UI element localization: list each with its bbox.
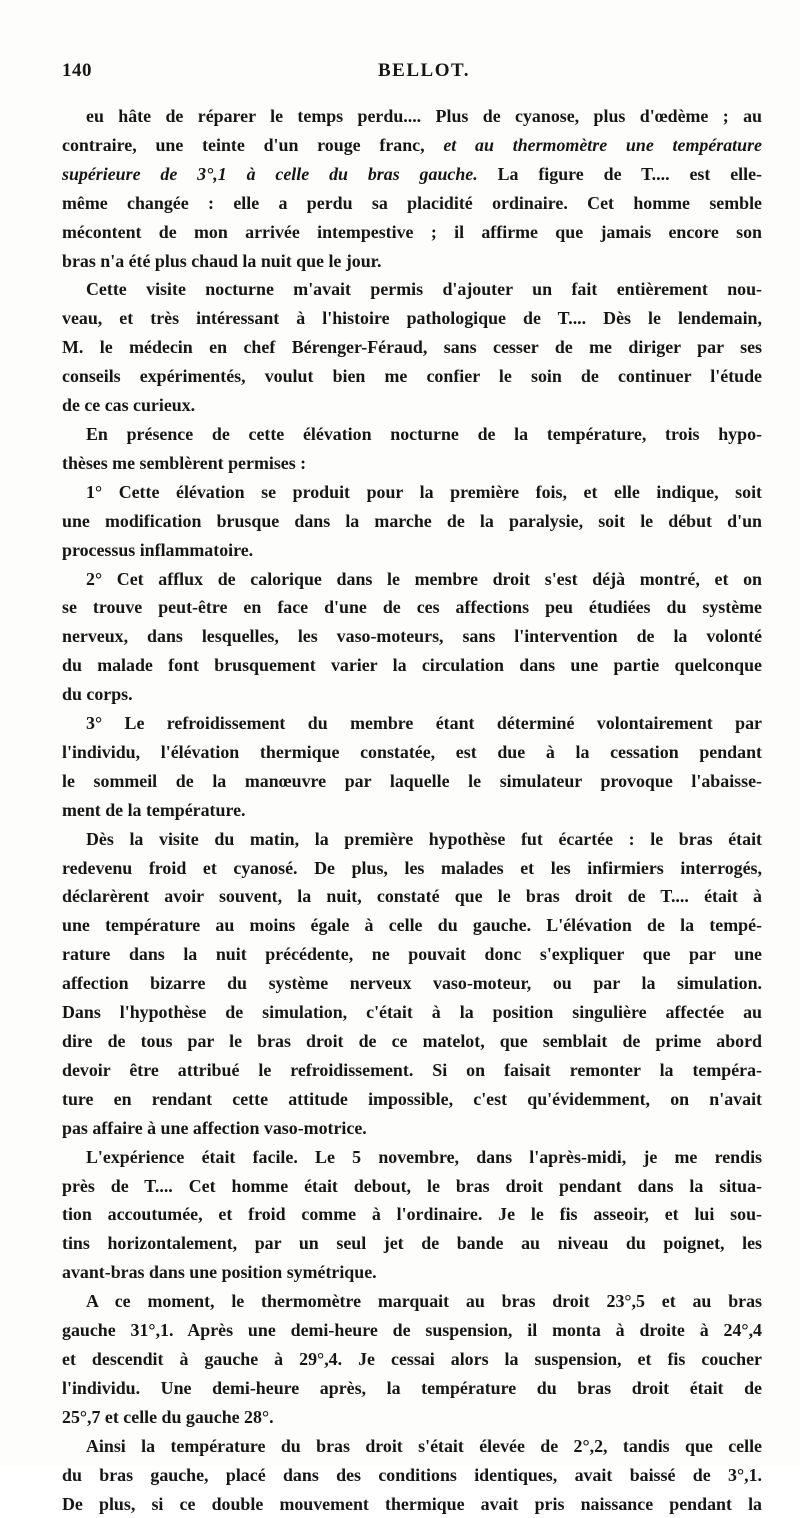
text-line: affection bizarre du système nerveux vaso-moteur, ou par la simulation. bbox=[62, 969, 762, 998]
text-line: du malade font brusquement varier la circulation dans une partie quelconque bbox=[62, 651, 762, 680]
text-line: 3° Le refroidissement du membre étant déterminé volontairement par bbox=[62, 709, 762, 738]
text-line: M. le médecin en chef Bérenger-Féraud, sans cesser de me diriger par ses bbox=[62, 333, 762, 362]
text-line: même changée : elle a perdu sa placidité ordinaire. Cet homme semble bbox=[62, 189, 762, 218]
text-line: avant-bras dans une position symétrique. bbox=[62, 1258, 762, 1287]
text-line: 1° Cette élévation se produit pour la première fois, et elle indique, soit bbox=[62, 478, 762, 507]
text-line: dire de tous par le bras droit de ce matelot, que semblait de prime abord bbox=[62, 1027, 762, 1056]
paragraph-3 bbox=[62, 420, 762, 478]
text-line: contraire, une teinte d'un rouge franc, et au thermomètre une température bbox=[62, 131, 762, 160]
text-line: nerveux, dans lesquelles, les vaso-moteurs, sans l'intervention de la volonté bbox=[62, 622, 762, 651]
text-line: Cette visite nocturne m'avait permis d'ajouter un fait entièrement nou- bbox=[62, 275, 762, 304]
paragraph-2 bbox=[62, 275, 762, 420]
text-line: une modification brusque dans la marche de la paralysie, soit le début d'un bbox=[62, 507, 762, 536]
text-line: Dès la visite du matin, la première hypothèse fut écartée : le bras était bbox=[62, 825, 762, 854]
text-line: déclarèrent avoir souvent, la nuit, constaté que le bras droit de T.... était à bbox=[62, 882, 762, 911]
text-line: Dans l'hypothèse de simulation, c'était à la position singulière affectée au bbox=[62, 998, 762, 1027]
paragraph-4 bbox=[62, 478, 762, 565]
text-line: ture en rendant cette attitude impossible, c'est qu'évidemment, on n'avait bbox=[62, 1085, 762, 1114]
text-line: l'individu. Une demi-heure après, la température du bras droit était de bbox=[62, 1374, 762, 1403]
text-line: bras n'a été plus chaud la nuit que le jour. bbox=[62, 247, 762, 276]
text-line: devoir être attribué le refroidissement. Si on faisait remonter la tempéra- bbox=[62, 1056, 762, 1085]
text-line: redevenu froid et cyanosé. De plus, les malades et les infirmiers interrogés, bbox=[62, 854, 762, 883]
text-line: se trouve peut-être en face d'une de ces affections peu étudiées du système bbox=[62, 593, 762, 622]
text-line: mécontent de mon arrivée intempestive ; il affirme que jamais encore son bbox=[62, 218, 762, 247]
text-line: et descendit à gauche à 29°,4. Je cessai alors la suspension, et fis coucher bbox=[62, 1345, 762, 1374]
text-line: une température au moins égale à celle du gauche. L'élévation de la tempé- bbox=[62, 911, 762, 940]
text-line: processus inflammatoire. bbox=[62, 536, 762, 565]
text-line: tins horizontalement, par un seul jet de bande au niveau du poignet, les bbox=[62, 1229, 762, 1258]
text-line: tion accoutumée, et froid comme à l'ordinaire. Je le fis asseoir, et lui sou- bbox=[62, 1200, 762, 1229]
text-line: A ce moment, le thermomètre marquait au bras droit 23°,5 et au bras bbox=[62, 1287, 762, 1316]
paragraph-10 bbox=[62, 1432, 762, 1518]
paragraph-7 bbox=[62, 825, 762, 1143]
text-line: de ce cas curieux. bbox=[62, 391, 762, 420]
running-head: BELLOT. bbox=[378, 60, 470, 82]
page-header bbox=[62, 60, 762, 90]
text-line: ment de la température. bbox=[62, 796, 762, 825]
text-line: du corps. bbox=[62, 680, 762, 709]
paragraph-9 bbox=[62, 1287, 762, 1432]
text-line: 25°,7 et celle du gauche 28°. bbox=[62, 1403, 762, 1432]
text-line: supérieure de 3°,1 à celle du bras gauche. La figure de T.... est elle- bbox=[62, 160, 762, 189]
page-number: 140 bbox=[62, 60, 92, 82]
paragraph-5 bbox=[62, 565, 762, 710]
text-line: De plus, si ce double mouvement thermique avait pris naissance pendant la bbox=[62, 1490, 762, 1518]
text-line: eu hâte de réparer le temps perdu.... Plus de cyanose, plus d'œdème ; au bbox=[62, 102, 762, 131]
text-line: le sommeil de la manœuvre par laquelle le simulateur provoque l'abaisse- bbox=[62, 767, 762, 796]
paragraph-6 bbox=[62, 709, 762, 825]
text-line: thèses me semblèrent permises : bbox=[62, 449, 762, 478]
text-line: rature dans la nuit précédente, ne pouvait donc s'expliquer que par une bbox=[62, 940, 762, 969]
text-line: conseils expérimentés, voulut bien me confier le soin de continuer l'étude bbox=[62, 362, 762, 391]
text-line: L'expérience était facile. Le 5 novembre, dans l'après-midi, je me rendis bbox=[62, 1143, 762, 1172]
text-line: du bras gauche, placé dans des conditions identiques, avait baissé de 3°,1. bbox=[62, 1461, 762, 1490]
body-text bbox=[62, 102, 762, 1518]
text-line: veau, et très intéressant à l'histoire pathologique de T.... Dès le lendemain, bbox=[62, 304, 762, 333]
text-line: 2° Cet afflux de calorique dans le membre droit s'est déjà montré, et on bbox=[62, 565, 762, 594]
paragraph-1 bbox=[62, 102, 762, 275]
text-line: gauche 31°,1. Après une demi-heure de suspension, il monta à droite à 24°,4 bbox=[62, 1316, 762, 1345]
text-line: En présence de cette élévation nocturne de la température, trois hypo- bbox=[62, 420, 762, 449]
paragraph-8 bbox=[62, 1143, 762, 1288]
text-line: pas affaire à une affection vaso-motrice. bbox=[62, 1114, 762, 1143]
text-line: près de T.... Cet homme était debout, le bras droit pendant dans la situa- bbox=[62, 1172, 762, 1201]
text-line: l'individu, l'élévation thermique constatée, est due à la cessation pendant bbox=[62, 738, 762, 767]
text-line: Ainsi la température du bras droit s'était élevée de 2°,2, tandis que celle bbox=[62, 1432, 762, 1461]
